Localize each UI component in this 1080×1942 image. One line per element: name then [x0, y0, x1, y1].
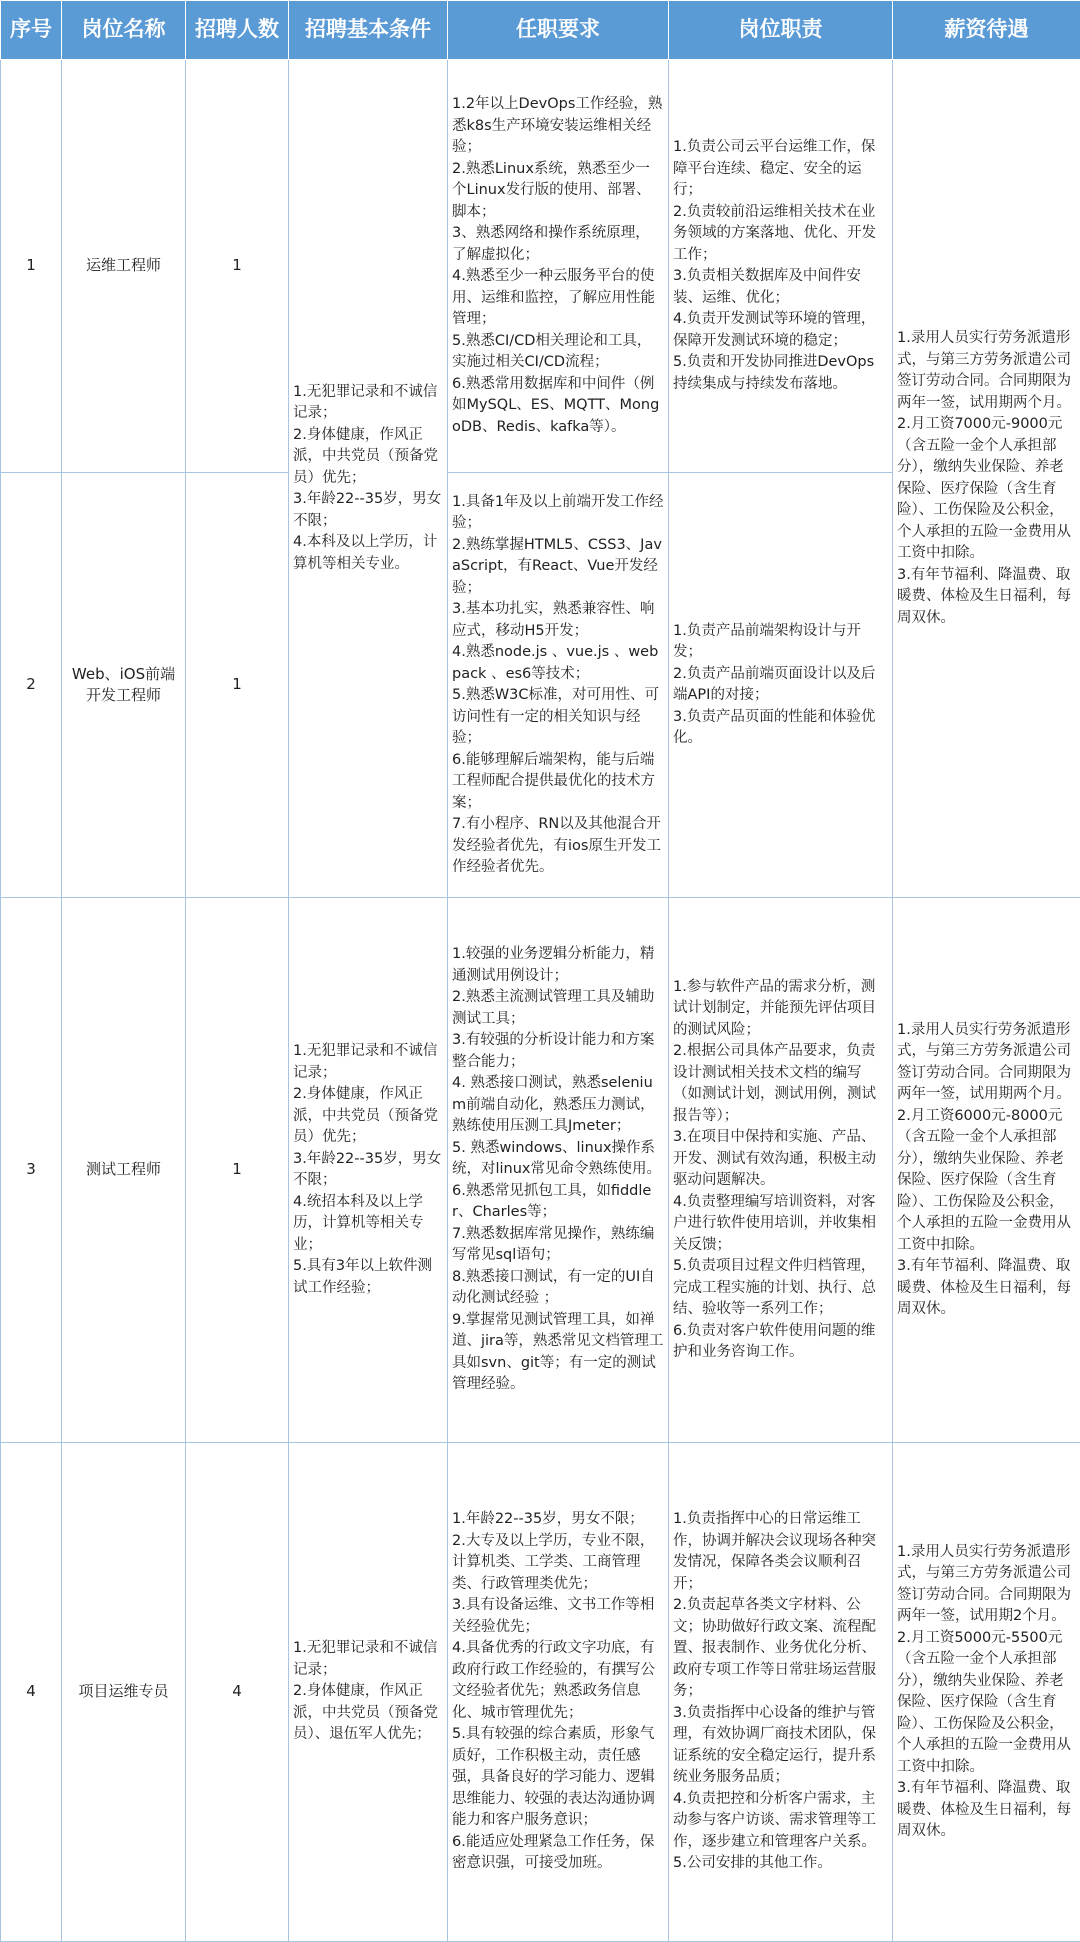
- salary-benefits: 1.录用人员实行劳务派遣形式，与第三方劳务派遣公司签订劳动合同。合同期限为两年一签，试用期两个月。 2.月工资7000元-9000元（含五险一金个人承担部分），缴纳失业保险、养老保险、医疗保险（含生育险）、工伤保险及公积金，个人承担的五险一金费用从工资中扣除。 3.有年节福利、降温费、取暖费、体检及生日福利，每周双休。: [893, 60, 1080, 898]
- header-title: 岗位名称: [62, 1, 186, 60]
- header-salary: 薪资待遇: [893, 1, 1080, 60]
- row-no: 4: [1, 1443, 62, 1942]
- job-requirements: 1.较强的业务逻辑分析能力，精通测试用例设计； 2.熟悉主流测试管理工具及辅助测试工具； 3.有较强的分析设计能力和方案整合能力； 4. 熟悉接口测试，熟悉selenium前端自动化，熟悉压力测试，熟练使用压测工具Jmeter； 5. 熟悉windows、linux操作系统，对linux常见命令熟练使用。 6.熟悉常见抓包工具，如fiddler、Charles等； 7.熟悉数据库常见操作，熟练编写常见sql语句； 8.熟悉接口测试，有一定的UI自动化测试经验 ； 9.掌握常见测试管理工具，如禅道、jira等，熟悉常见文档管理工具如svn、git等；有一定的测试管理经验。: [448, 898, 669, 1443]
- position-title: 运维工程师: [62, 60, 186, 473]
- hire-count: 4: [186, 1443, 289, 1942]
- job-requirements: 1.具备1年及以上前端开发工作经验； 2.熟练掌握HTML5、CSS3、JavaScript，有React、Vue开发经验； 3.基本功扎实，熟悉兼容性、响应式，移动H5开发； 4.熟悉node.js 、vue.js 、webpack 、es6等技术； 5.熟悉W3C标准，对可用性、可访问性有一定的相关知识与经验； 6.能够理解后端架构，能与后端工程师配合提供最优化的技术方案； 7.有小程序、RN以及其他混合开发经验者优先，有ios原生开发工作经验者优先。: [448, 473, 669, 898]
- job-duties: 1.负责产品前端架构设计与开发； 2.负责产品前端页面设计以及后端API的对接； 3.负责产品页面的性能和体验优化。: [669, 473, 893, 898]
- header-count: 招聘人数: [186, 1, 289, 60]
- position-title: 项目运维专员: [62, 1443, 186, 1942]
- job-requirements: 1.2年以上DevOps工作经验，熟悉k8s生产环境安装运维相关经验； 2.熟悉Linux系统，熟悉至少一个Linux发行版的使用、部署、脚本； 3、熟悉网络和操作系统原理，了解虚拟化； 4.熟悉至少一种云服务平台的使用、运维和监控，了解应用性能管理； 5.熟悉CI/CD相关理论和工具，实施过相关CI/CD流程； 6.熟悉常用数据库和中间件（例如MySQL、ES、MQTT、MongoDB、Redis、kafka等）。: [448, 60, 669, 473]
- basic-conditions: 1.无犯罪记录和不诚信记录； 2.身体健康，作风正派，中共党员（预备党员）、退伍军人优先；: [289, 1443, 448, 1942]
- header-conditions: 招聘基本条件: [289, 1, 448, 60]
- table-row: [1, 898, 1080, 1443]
- row-no: 2: [1, 473, 62, 898]
- job-duties: 1.负责指挥中心的日常运维工作，协调并解决会议现场各种突发情况，保障各类会议顺利召开； 2.负责起草各类文字材料、公文；协助做好行政文案、流程配置、报表制作、业务优化分析、政府专项工作等日常驻场运营服务； 3.负责指挥中心设备的维护与管理，有效协调厂商技术团队，保证系统的安全稳定运行，提升系统业务服务品质； 4.负责把控和分析客户需求，主动参与客户访谈、需求管理等工作，逐步建立和管理客户关系。 5.公司安排的其他工作。: [669, 1443, 893, 1942]
- table-header-row: [1, 1, 1080, 60]
- hire-count: 1: [186, 473, 289, 898]
- basic-conditions: 1.无犯罪记录和不诚信记录； 2.身体健康，作风正派，中共党员（预备党员）优先； 3.年龄22--35岁，男女不限； 4.本科及以上学历，计算机等相关专业。: [289, 60, 448, 898]
- position-title: Web、iOS前端开发工程师: [62, 473, 186, 898]
- basic-conditions: 1.无犯罪记录和不诚信记录； 2.身体健康，作风正派，中共党员（预备党员）优先； 3.年龄22--35岁，男女不限； 4.统招本科及以上学历，计算机等相关专业； 5.具有3年以上软件测试工作经验；: [289, 898, 448, 1443]
- job-duties: 1.参与软件产品的需求分析，测试计划制定，并能预先评估项目的测试风险； 2.根据公司具体产品要求，负责设计测试相关技术文档的编写（如测试计划，测试用例，测试报告等）； 3.在项目中保持和实施、产品、开发、测试有效沟通，积极主动驱动问题解决。 4.负责整理编写培训资料，对客户进行软件使用培训，并收集相关反馈； 5.负责项目过程文件归档管理，完成工程实施的计划、执行、总结、验收等一系列工作； 6.负责对客户软件使用问题的维护和业务咨询工作。: [669, 898, 893, 1443]
- hire-count: 1: [186, 60, 289, 473]
- table-row: [1, 1443, 1080, 1942]
- header-no: 序号: [1, 1, 62, 60]
- salary-benefits: 1.录用人员实行劳务派遣形式，与第三方劳务派遣公司签订劳动合同。合同期限为两年一签，试用期2个月。 2.月工资5000元-5500元（含五险一金个人承担部分），缴纳失业保险、养老保险、医疗保险（含生育险）、工伤保险及公积金，个人承担的五险一金费用从工资中扣除。 3.有年节福利、降温费、取暖费、体检及生日福利，每周双休。: [893, 1443, 1080, 1942]
- table-row: [1, 60, 1080, 473]
- job-requirements: 1.年龄22--35岁，男女不限； 2.大专及以上学历，专业不限，计算机类、工学类、工商管理类、行政管理类优先； 3.具有设备运维、文书工作等相关经验优先； 4.具备优秀的行政文字功底，有政府行政工作经验的，有撰写公文经验者优先；熟悉政务信息化、城市管理优先； 5.具有较强的综合素质，形象气质好，工作积极主动，责任感强，具备良好的学习能力、逻辑思维能力、较强的表达沟通协调能力和客户服务意识； 6.能适应处理紧急工作任务，保密意识强，可接受加班。: [448, 1443, 669, 1942]
- header-duties: 岗位职责: [669, 1, 893, 60]
- hire-count: 1: [186, 898, 289, 1443]
- job-duties: 1.负责公司云平台运维工作，保障平台连续、稳定、安全的运行； 2.负责较前沿运维相关技术在业务领域的方案落地、优化、开发工作； 3.负责相关数据库及中间件安装、运维、优化； 4.负责开发测试等环境的管理，保障开发测试环境的稳定； 5.负责和开发协同推进DevOps持续集成与持续发布落地。: [669, 60, 893, 473]
- header-requirements: 任职要求: [448, 1, 669, 60]
- salary-benefits: 1.录用人员实行劳务派遣形式，与第三方劳务派遣公司签订劳动合同。合同期限为两年一签，试用期两个月。 2.月工资6000元-8000元（含五险一金个人承担部分），缴纳失业保险、养老保险、医疗保险（含生育险）、工伤保险及公积金，个人承担的五险一金费用从工资中扣除。 3.有年节福利、降温费、取暖费、体检及生日福利，每周双休。: [893, 898, 1080, 1443]
- row-no: 1: [1, 60, 62, 473]
- row-no: 3: [1, 898, 62, 1443]
- position-title: 测试工程师: [62, 898, 186, 1443]
